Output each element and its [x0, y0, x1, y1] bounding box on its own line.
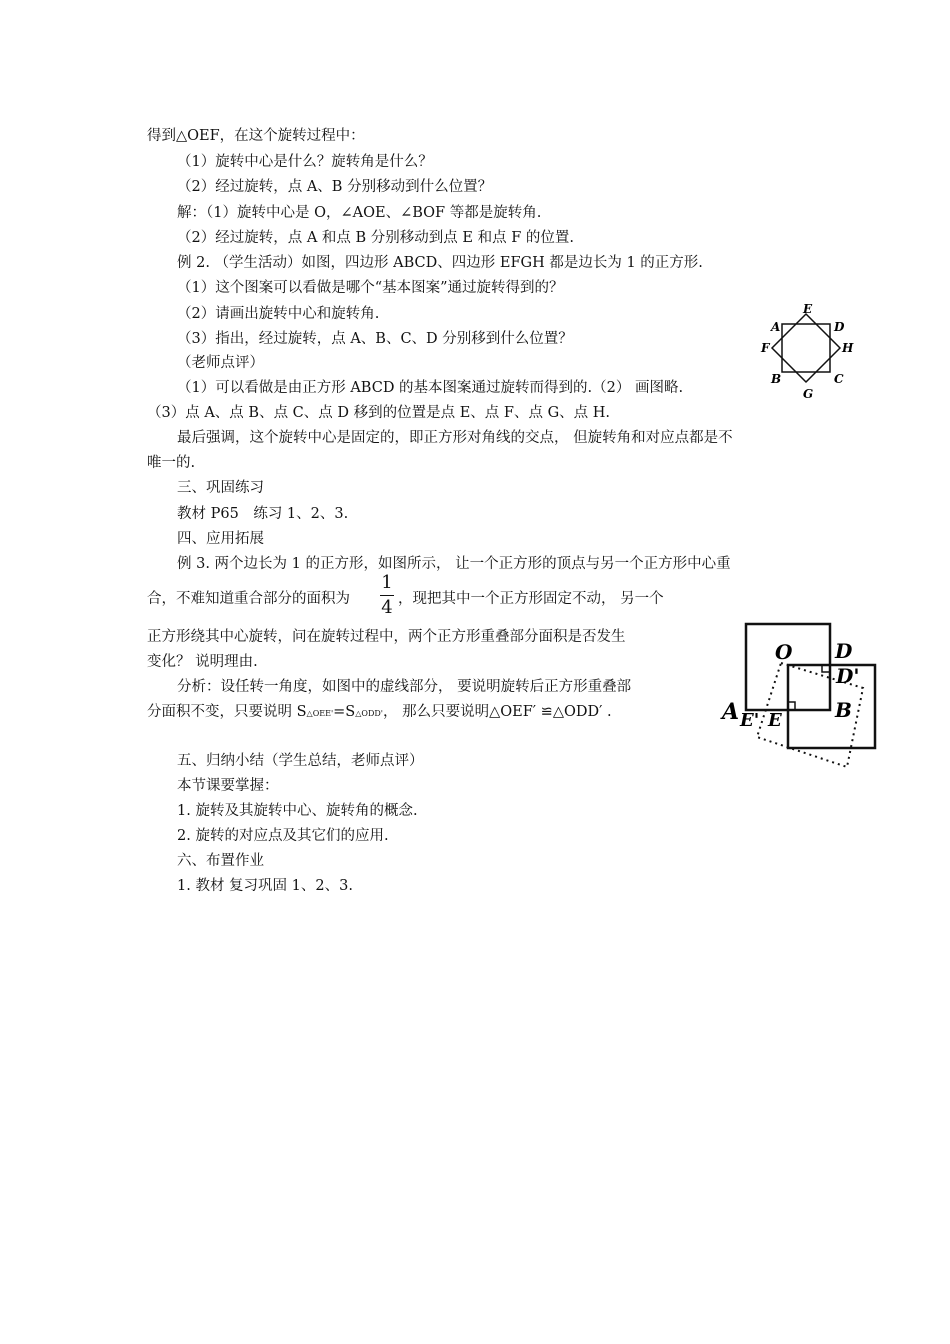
text-line: （老师点评）	[177, 355, 264, 371]
section-heading: 六、布置作业	[177, 853, 264, 869]
label-d-prime: D'	[836, 664, 860, 688]
figure-rotated-squares	[760, 302, 860, 404]
text-line: 变化？ 说明理由.	[147, 654, 258, 670]
label-a: A	[771, 320, 781, 334]
text-line: （3）指出，经过旋转，点 A、B、C、D 分别移到什么位置？	[177, 331, 573, 347]
label-b: B	[835, 698, 852, 722]
text-line: 解：（1）旋转中心是 O，∠AOE、∠BOF 等都是旋转角.	[177, 205, 542, 221]
text-line	[147, 702, 612, 724]
text-line: ，现把其中一个正方形固定不动， 另一个	[398, 591, 664, 607]
label-e: E	[803, 302, 813, 316]
label-a: A	[722, 699, 740, 725]
text-line: （1）可以看做是由正方形 ABCD 的基本图案通过旋转而得到的.（2） 画图略.	[177, 380, 684, 396]
text-line: 教材 P65 练习 1、2、3.	[177, 506, 349, 522]
text-segment: 分面积不变，只要说明 S	[147, 704, 307, 720]
text-line: （2）经过旋转，点 A 和点 B 分别移动到点 E 和点 F 的位置.	[177, 230, 574, 246]
text-line: 1. 旋转及其旋转中心、旋转角的概念.	[177, 803, 418, 819]
fraction-denominator: 4	[381, 597, 393, 618]
text-line: 正方形绕其中心旋转，问在旋转过程中，两个正方形重叠部分面积是否发生	[147, 629, 626, 645]
label-e: E	[768, 710, 782, 731]
subscript: △ODD'	[355, 709, 383, 718]
subscript: △OEE'	[306, 709, 334, 718]
label-g: G	[803, 387, 814, 401]
fraction-numerator: 1	[381, 572, 393, 593]
text-line: 得到△OEF，在这个旋转过程中：	[147, 128, 365, 144]
label-d: D	[834, 320, 845, 334]
text-line: （1）这个图案可以看做是哪个“基本图案”通过旋转得到的？	[177, 280, 564, 296]
section-heading: 五、归纳小结（学生总结，老师点评）	[177, 753, 424, 769]
text-line: 唯一的.	[147, 455, 196, 471]
text-line: （2）请画出旋转中心和旋转角.	[177, 306, 380, 322]
text-line: 例 2. （学生活动）如图，四边形 ABCD、四边形 EFGH 都是边长为 1 的正方形.	[177, 255, 703, 271]
text-line: 分析：设任转一角度，如图中的虚线部分， 要说明旋转后正方形重叠部	[177, 679, 632, 695]
label-b: B	[771, 372, 782, 386]
text-segment: ， 那么只要说明△OEF′ ≌△ODD′ .	[382, 704, 612, 720]
figure-overlap-squares	[718, 615, 883, 775]
text-line: 例 3. 两个边长为 1 的正方形，如图所示， 让一个正方形的顶点与另一个正方形中心重	[177, 556, 731, 572]
label-h: H	[842, 341, 854, 355]
label-f: F	[761, 341, 770, 355]
label-e-prime: E'	[740, 710, 760, 731]
text-line: 最后强调，这个旋转中心是固定的，即正方形对角线的交点， 但旋转角和对应点都是不	[177, 430, 733, 446]
fraction-bar	[380, 595, 394, 596]
text-line: （3）点 A、点 B、点 C、点 D 移到的位置是点 E、点 F、点 G、点 H.	[147, 405, 611, 421]
text-segment: =S	[333, 704, 356, 720]
label-o: O	[775, 640, 793, 664]
text-line: （1）旋转中心是什么？旋转角是什么？	[177, 154, 433, 170]
section-heading: 四、应用拓展	[177, 531, 264, 547]
text-line: 2. 旋转的对应点及其它们的应用.	[177, 828, 389, 844]
label-d: D	[835, 639, 853, 663]
text-line: 1. 教材 复习巩固 1、2、3.	[177, 878, 353, 894]
text-line: （2）经过旋转，点 A、B 分别移动到什么位置？	[177, 179, 493, 195]
section-heading: 三、巩固练习	[177, 480, 264, 496]
text-line: 合，不难知道重合部分的面积为	[147, 591, 350, 607]
second-square	[788, 665, 875, 748]
label-c: C	[834, 372, 844, 386]
fraction-one-quarter	[378, 573, 396, 618]
text-line: 本节课要掌握：	[177, 778, 279, 794]
